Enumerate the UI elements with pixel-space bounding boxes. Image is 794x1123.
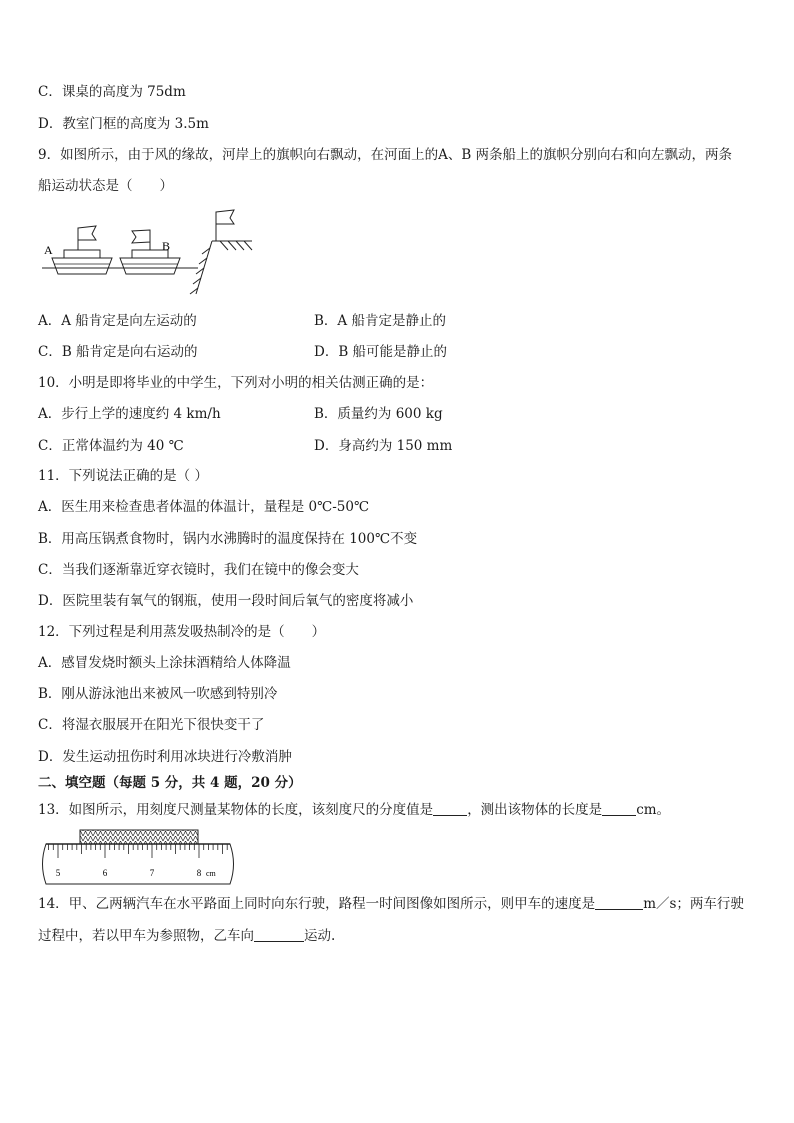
q14-line2 [38,927,335,945]
q13-stem [38,801,670,819]
q10-option-b: B．质量约为 600 kg [314,406,443,422]
q14-blank-direction[interactable] [254,927,304,942]
boat-a [44,226,112,274]
q12-stem: 12．下列过程是利用蒸发吸热制冷的是（ ） [38,624,326,640]
q14-text-d: 运动. [304,928,336,944]
q9-option-c: C．B 船肯定是向右运动的 [38,344,198,360]
q11-option-a: A．医生用来检查患者体温的体温计，量程是 0℃-50℃ [38,499,370,515]
q13-text-b: ，测出该物体的长度是 [467,802,603,818]
q10-option-a: A．步行上学的速度约 4 km/h [38,406,221,422]
ruler-label-8: 8 [196,868,202,878]
boat-b [120,230,180,274]
q9-stem-line2: 船运动状态是（ ） [38,178,173,194]
ruler-label-7: 7 [149,868,155,878]
q11-option-b: B．用高压锅煮食物时，锅内水沸腾时的温度保持在 100℃不变 [38,531,418,547]
q14-text-c: 过程中，若以甲车为参照物，乙车向 [38,928,254,944]
measured-object [80,830,198,844]
q10-option-c: C．正常体温约为 40 ℃ [38,438,184,454]
q13-text-a: 13．如图所示，用刻度尺测量某物体的长度，该刻度尺的分度值是 [38,802,434,818]
q12-option-b: B．刚从游泳池出来被风一吹感到特别冷 [38,686,278,702]
q11-stem: 11．下列说法正确的是（ ） [38,468,208,484]
section-heading-fill-in: 二、填空题（每题 5 分，共 4 题，20 分） [38,775,302,791]
q13-text-c: cm。 [636,802,671,818]
ruler-label-6: 6 [102,868,108,878]
q9-option-d: D．B 船可能是静止的 [314,344,448,360]
q11-option-d: D．医院里装有氧气的钢瓶，使用一段时间后氧气的密度将减小 [38,593,414,609]
q9-boats-figure [40,206,260,296]
q9-option-b: B．A 船肯定是静止的 [314,313,446,329]
q8-option-d: D．教室门框的高度为 3.5m [38,116,209,132]
q12-option-d: D．发生运动扭伤时利用冰块进行冷敷消肿 [38,749,292,765]
river-bank [190,210,252,294]
ruler-figure [38,826,238,886]
q14-text-b: m／s；两车行驶 [643,896,744,912]
q12-option-c: C．将湿衣服展开在阳光下很快变干了 [38,717,265,733]
q10-stem: 10．小明是即将毕业的中学生，下列对小明的相关估测正确的是： [38,375,434,391]
q13-blank-division[interactable] [433,801,467,816]
q14-line1 [38,895,744,913]
q8-option-c: C．课桌的高度为 75dm [38,84,186,100]
boat-b-label: B [162,239,171,253]
q14-text-a: 14．甲、乙两辆汽车在水平路面上同时向东行驶，路程一时间图像如图所示，则甲车的速度是 [38,896,596,912]
q10-option-d: D．身高约为 150 mm [314,438,453,454]
q11-option-c: C．当我们逐渐靠近穿衣镜时，我们在镜中的像会变大 [38,562,359,578]
q13-blank-length[interactable] [602,801,636,816]
boat-a-label: A [44,243,53,257]
ruler-label-5: 5 [55,868,61,878]
q9-stem-line1: 9．如图所示，由于风的缘故，河岸上的旗帜向右飘动，在河面上的A、B 两条船上的旗帜分别向右和向左飘动，两条 [38,147,733,163]
ruler-unit: cm [206,869,216,878]
q14-blank-speed[interactable] [595,895,643,910]
q9-option-a: A．A 船肯定是向左运动的 [38,313,197,329]
q12-option-a: A．感冒发烧时额头上涂抹酒精给人体降温 [38,655,291,671]
